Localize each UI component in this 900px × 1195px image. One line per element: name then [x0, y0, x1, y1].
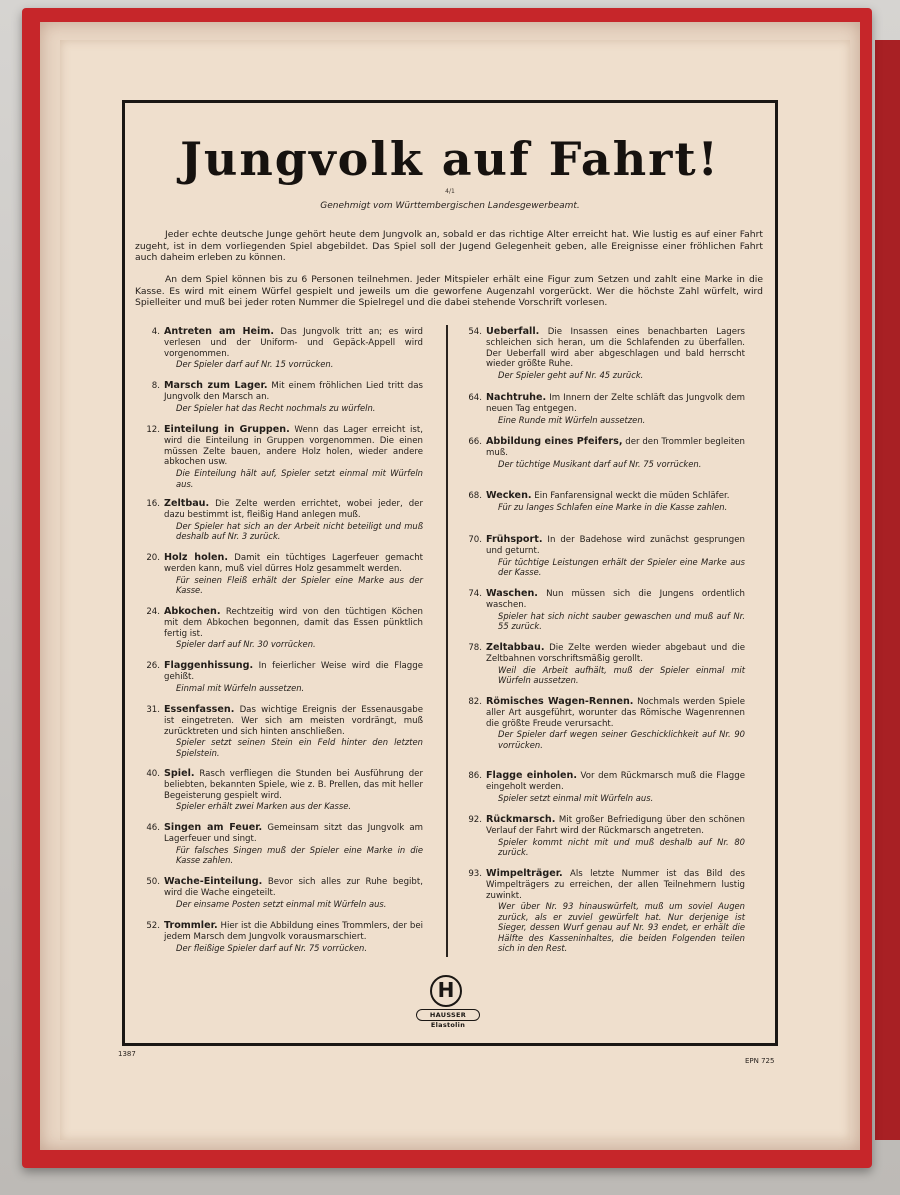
rule-body: Die Zelte werden errichtet, wobei jeder, der dazu bestimmt ist, fleißig Hand anlegen muß.: [164, 499, 423, 520]
hausser-logo: [416, 975, 480, 1029]
print-code-right: EPN 725: [745, 1057, 775, 1065]
rule-body: In der Badehose wird zunächst gesprungen und geturnt.: [486, 535, 745, 556]
rule-text: [164, 705, 423, 758]
print-code-left: 1387: [118, 1050, 136, 1058]
rule-text: [486, 491, 745, 512]
rule-number: 64.: [468, 393, 482, 403]
rule-heading: Trommler.: [164, 920, 218, 931]
rule-instruction: Für falsches Singen muß der Spieler eine Marke in die Kasse zahlen.: [176, 844, 423, 865]
rule-number: 16.: [146, 499, 160, 509]
rule-text: [164, 823, 423, 865]
rule-body: Nochmals werden Spiele aller Art ausgeführt, worunter das Römische Wagenrennen die größte Freude verursacht.: [486, 697, 745, 729]
rule-text: [164, 327, 423, 370]
rule-body: Das wichtige Ereignis der Essenausgabe ist eingetreten. Wer sich am meisten vordrängt, muß zurücktreten und sich hinten anschließen.: [164, 705, 423, 737]
rule-text: [164, 381, 423, 413]
rule-heading: Nachtruhe.: [486, 392, 547, 403]
rule-instruction: Eine Runde mit Würfeln aussetzen.: [498, 414, 646, 425]
rule-instruction: Spieler darf auf Nr. 30 vorrücken.: [176, 639, 316, 650]
rule-number: 70.: [468, 535, 482, 545]
rule-instruction: Der Spieler darf wegen seiner Geschicklichkeit auf Nr. 90 vorrücken.: [498, 729, 745, 750]
rule-body: Damit ein tüchtiges Lagerfeuer gemacht werden kann, muß viel dürres Holz gesammelt werden.: [164, 553, 424, 574]
rule-body: Mit einem fröhlichen Lied tritt das Jungvolk den Marsch an.: [164, 381, 423, 402]
rule-instruction: Der tüchtige Musikant darf auf Nr. 75 vorrücken.: [498, 458, 702, 469]
column-divider: [446, 325, 448, 957]
rule-heading: Wache-Einteilung.: [164, 876, 263, 887]
approval-note: Genehmigt vom Württembergischen Landesgewerbeamt.: [320, 201, 580, 211]
rule-heading: Antreten am Heim.: [164, 326, 274, 337]
rule-heading: Einteilung in Gruppen.: [164, 424, 290, 435]
rule-heading: Zeltabbau.: [486, 642, 545, 653]
rule-body: Als letzte Nummer ist das Bild des Wimpelträgers zu erreichen, der allen Teilnehmern lustig zuwinkt.: [486, 869, 746, 901]
rule-body: Gemeinsam sitzt das Jungvolk am Lagerfeuer und singt.: [164, 823, 423, 844]
rule-number: 52.: [146, 921, 160, 931]
rule-heading: Abbildung eines Pfeifers,: [486, 436, 623, 447]
logo-emblem: H: [430, 975, 462, 1007]
rule-number: 78.: [468, 643, 482, 653]
rule-body: Vor dem Rückmarsch muß die Flagge eingeholt werden.: [486, 771, 746, 792]
rule-body: Das Jungvolk tritt an; es wird verlesen und der Uniform- und Gepäck-Appell wird vorgenommen.: [164, 327, 423, 359]
rule-number: 66.: [468, 437, 482, 447]
rule-text: [164, 499, 423, 541]
rule-body: Die Insassen eines benachbarten Lagers schleichen sich heran, um die Schlafenden zu überfallen. Der Ueberfall wird aber abgeschlagen und bald herrscht wieder größte Ruhe.: [486, 327, 745, 370]
rule-number: 86.: [468, 771, 482, 781]
rule-heading: Römisches Wagen-Rennen.: [486, 696, 634, 707]
rule-instruction: Der Spieler hat sich an der Arbeit nicht beteiligt und muß deshalb auf Nr. 3 zurück.: [176, 520, 423, 541]
rule-heading: Singen am Feuer.: [164, 822, 263, 833]
rule-number: 68.: [468, 491, 482, 501]
rule-heading: Holz holen.: [164, 552, 229, 563]
rule-instruction: Der Spieler darf auf Nr. 15 vorrücken.: [176, 359, 334, 370]
rule-text: [486, 771, 745, 803]
intro-paragraph-1: Jeder echte deutsche Junge gehört heute dem Jungvolk an, sobald er das richtige Alter erreicht hat. Wie lustig es auf einer Fahrt zugeht, ist in dem vorliegenden Spiel abgebildet. Das Spiel soll der Jugend Gelegenheit geben, alle Ereignisse einer fröhlichen Fahrt auch daheim erleben zu können.: [135, 229, 763, 264]
rule-heading: Abkochen.: [164, 606, 221, 617]
rule-heading: Wecken.: [486, 490, 532, 501]
rule-heading: Essenfassen.: [164, 704, 235, 715]
rule-body: Rasch verfliegen die Stunden bei Ausführung der beliebten, bekannten Spiele, wie z. B. Prellen, das mit heller Begeisterung gespielt wird.: [164, 769, 423, 801]
rule-heading: Frühsport.: [486, 534, 543, 545]
rule-instruction: Für seinen Fleiß erhält der Spieler eine Marke aus der Kasse.: [176, 574, 423, 595]
rule-instruction: Spieler hat sich nicht sauber gewaschen und muß auf Nr. 55 zurück.: [498, 610, 745, 631]
rule-number: 31.: [146, 705, 160, 715]
rule-number: 8.: [151, 381, 160, 391]
rule-text: [486, 815, 745, 857]
rule-text: [164, 769, 423, 812]
rule-instruction: Spieler setzt einmal mit Würfeln aus.: [498, 792, 654, 803]
rule-text: [164, 877, 423, 909]
rule-instruction: Spieler erhält zwei Marken aus der Kasse.: [176, 801, 352, 812]
rule-instruction: Für tüchtige Leistungen erhält der Spieler eine Marke aus der Kasse.: [498, 556, 745, 577]
rule-body: Die Zelte werden wieder abgebaut und die Zeltbahnen vorschriftsmäßig gerollt.: [486, 643, 746, 664]
rule-text: [486, 535, 745, 577]
rule-instruction: Der Spieler hat das Recht nochmals zu würfeln.: [176, 402, 376, 413]
rule-instruction: Der einsame Posten setzt einmal mit Würfeln aus.: [176, 898, 387, 909]
rule-instruction: Spieler kommt nicht mit und muß deshalb auf Nr. 80 zurück.: [498, 836, 745, 857]
rule-text: [486, 869, 745, 953]
rule-body: Nun müssen sich die Jungens ordentlich waschen.: [486, 589, 745, 610]
sheet-number: 4/1: [445, 188, 455, 195]
rule-text: [164, 661, 423, 693]
rule-text: [164, 607, 423, 650]
rule-text: [486, 393, 745, 425]
rule-number: 93.: [468, 869, 482, 879]
rule-number: 4.: [151, 327, 160, 337]
page-title: Jungvolk auf Fahrt!: [180, 132, 720, 186]
rule-body: In feierlicher Weise wird die Flagge gehißt.: [164, 661, 423, 682]
rule-heading: Spiel.: [164, 768, 195, 779]
adjacent-box-edge: [875, 40, 900, 1140]
rule-heading: Flagge einholen.: [486, 770, 578, 781]
rule-number: 20.: [146, 553, 160, 563]
rule-body: Mit großer Befriedigung über den schönen Verlauf der Fahrt wird der Rückmarsch angetreten.: [486, 815, 746, 836]
rule-body: der den Trommler begleiten muß.: [486, 437, 745, 458]
rule-heading: Ueberfall.: [486, 326, 540, 337]
rule-heading: Marsch zum Lager.: [164, 380, 268, 391]
rule-body: Im Innern der Zelte schläft das Jungvolk dem neuen Tag entgegen.: [486, 393, 746, 414]
rule-heading: Wimpelträger.: [486, 868, 563, 879]
rule-instruction: Einmal mit Würfeln aussetzen.: [176, 682, 305, 693]
rule-instruction: Der Spieler geht auf Nr. 45 zurück.: [498, 370, 644, 381]
rule-text: [486, 437, 745, 469]
rule-number: 92.: [468, 815, 482, 825]
rule-number: 26.: [146, 661, 160, 671]
rule-instruction: Spieler setzt seinen Stein ein Feld hinter den letzten Spielstein.: [176, 737, 423, 758]
logo-wordmark: HAUSSER Elastolin: [416, 1009, 480, 1021]
rule-text: [164, 921, 423, 953]
intro-paragraph-2: An dem Spiel können bis zu 6 Personen teilnehmen. Jeder Mitspieler erhält eine Figur zum Setzen und zahlt eine Marke in die Kasse. Es wird mit einem Würfel gespielt und jeweils um die geworfene Augenzahl vorgerückt. Wer die höchste Zahl würfelt, wird Spielleiter und muß bei jeder roten Nummer die Spielregel und die dabei stehende Vorschrift vorlesen.: [135, 274, 763, 309]
rule-instruction: Für zu langes Schlafen eine Marke in die Kasse zahlen.: [498, 501, 728, 512]
rule-text: [164, 425, 423, 489]
rule-number: 74.: [468, 589, 482, 599]
rule-number: 82.: [468, 697, 482, 707]
rule-text: [486, 643, 745, 685]
rule-text: [486, 697, 745, 750]
rule-text: [486, 589, 745, 631]
rule-number: 54.: [468, 327, 482, 337]
rule-number: 40.: [146, 769, 160, 779]
rule-number: 50.: [146, 877, 160, 887]
rule-instruction: Die Einteilung hält auf, Spieler setzt einmal mit Würfeln aus.: [176, 468, 423, 489]
rule-body: Ein Fanfarensignal weckt die müden Schläfer.: [534, 491, 730, 501]
rule-instruction: Weil die Arbeit aufhält, muß der Spieler einmal mit Würfeln aussetzen.: [498, 664, 745, 685]
rule-instruction: Wer über Nr. 93 hinauswürfelt, muß um soviel Augen zurück, als er zuviel gewürfelt hat. Nur derjenige ist Sieger, dessen Wurf genau auf Nr. 93 endet, er erhält die Hälfte des Kasseninhaltes, die beiden Folgenden teilen sich in den Rest.: [498, 901, 745, 954]
rule-heading: Flaggenhissung.: [164, 660, 254, 671]
rule-body: Bevor sich alles zur Ruhe begibt, wird die Wache eingeteilt.: [164, 877, 423, 898]
rule-instruction: Der fleißige Spieler darf auf Nr. 75 vorrücken.: [176, 942, 368, 953]
rule-number: 46.: [146, 823, 160, 833]
rule-number: 24.: [146, 607, 160, 617]
rule-heading: Waschen.: [486, 588, 538, 599]
rule-body: Wenn das Lager erreicht ist, wird die Einteilung in Gruppen vorgenommen. Die einen müssen Zelte bauen, andere Holz holen, wieder andere abkochen usw.: [164, 425, 424, 468]
rule-heading: Rückmarsch.: [486, 814, 556, 825]
rule-body: Rechtzeitig wird von den tüchtigen Köchen mit dem Abkochen begonnen, damit das Essen pünktlich fertig ist.: [164, 607, 423, 639]
rule-text: [164, 553, 423, 595]
rule-text: [486, 327, 745, 381]
rule-body: Hier ist die Abbildung eines Trommlers, der bei jedem Marsch dem Jungvolk vorausmarschiert.: [164, 921, 424, 942]
rule-heading: Zeltbau.: [164, 498, 210, 509]
rule-number: 12.: [146, 425, 160, 435]
